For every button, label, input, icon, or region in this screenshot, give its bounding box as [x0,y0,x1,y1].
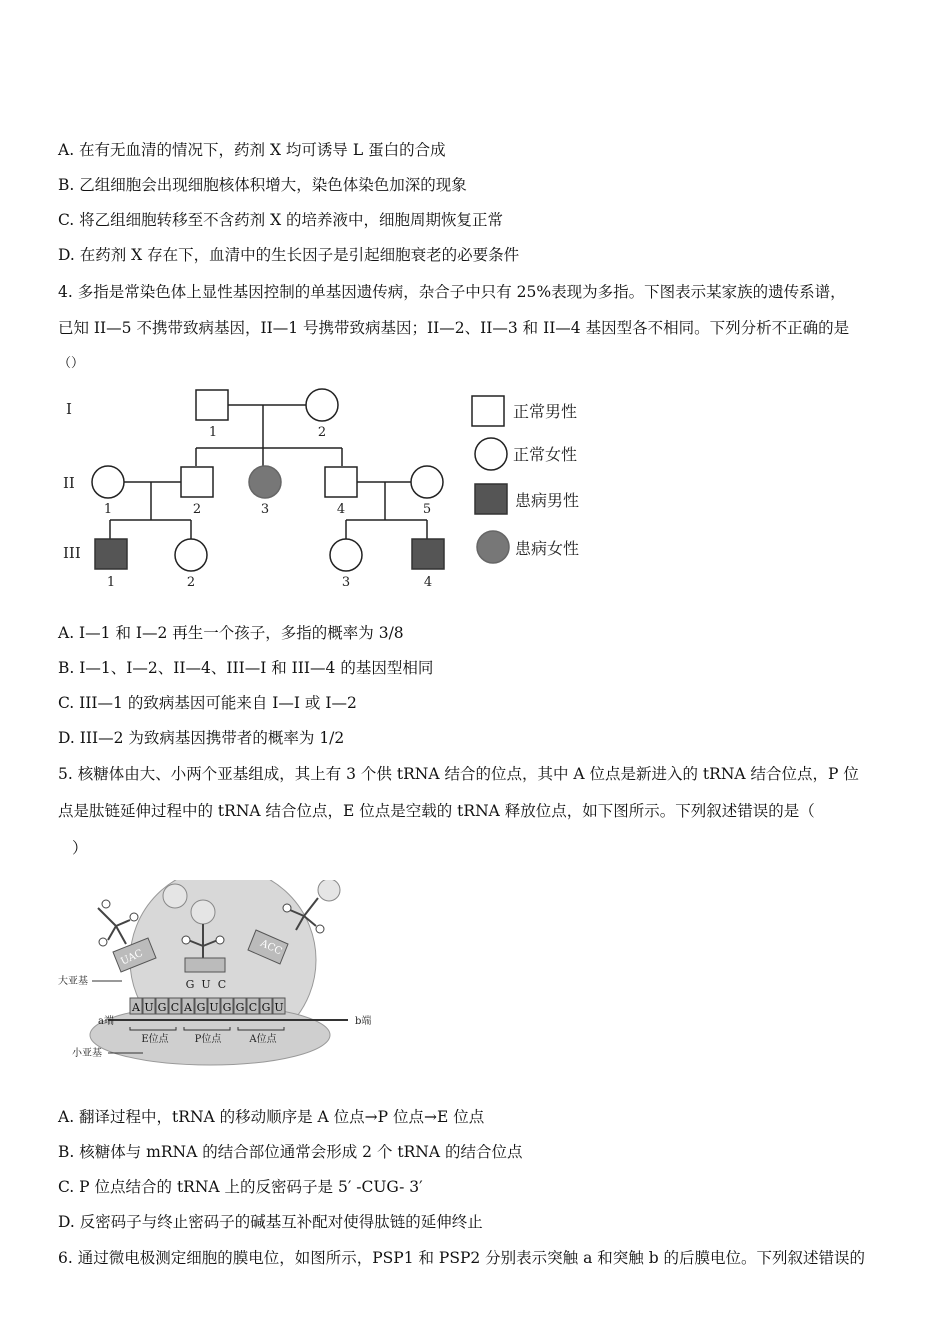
legend-affected-female-label: 患病女性 [515,539,580,558]
mrna-base-letter: G [222,1001,232,1014]
q5-stem-line1: 5. 核糖体由大、小两个亚基组成，其上有 3 个供 tRNA 结合的位点，其中 A 位点是新进入的 tRNA 结合位点，P 位 [58,765,859,783]
pedigree-num-II4: 4 [336,502,346,517]
pedigree-gen-label-III: III [63,544,81,562]
pedigree-II4-normal-male [325,467,357,497]
pedigree-num-I1: 1 [208,425,218,440]
pedigree-num-III2: 2 [186,575,196,590]
q3-option-b: B. 乙组细胞会出现细胞核体积增大，染色体染色加深的现象 [58,176,467,194]
mrna-base-letter: G [261,1001,271,1014]
site-E-label: E位点 [141,1034,169,1045]
q3-option-c: C. 将乙组细胞转移至不含药剂 X 的培养液中，细胞周期恢复正常 [58,211,504,229]
q4-option-d: D. III—2 为致病基因携带者的概率为 1/2 [58,729,345,747]
q5-stem-line3: ） [72,839,88,857]
mrna-base-letter: U [209,1001,219,1014]
ribosome-diagram [58,880,388,1075]
pedigree-I1-normal-male [196,390,228,420]
site-A-label: A位点 [249,1034,277,1045]
q3-option-d: D. 在药剂 X 存在下，血清中的生长因子是引起细胞衰老的必要条件 [58,246,520,264]
mrna-base-letter: U [144,1001,154,1014]
pedigree-num-III3: 3 [341,575,351,590]
q5-stem-line2: 点是肽链延伸过程中的 tRNA 结合位点，E 位点是空载的 tRNA 释放位点，如下图所示。下列叙述错误的是（ [58,802,815,820]
q5-option-a: A. 翻译过程中，tRNA 的移动顺序是 A 位点→P 位点→E 位点 [58,1108,485,1126]
q4-option-a: A. I—1 和 I—2 再生一个孩子，多指的概率为 3/8 [58,624,404,642]
pedigree-gen-label-I: I [66,400,72,418]
legend-normal-male-label: 正常男性 [513,402,578,421]
q4-option-b: B. I—1、I—2、II—4、III—I 和 III—4 的基因型相同 [58,659,434,677]
pedigree-II5-normal-female [411,466,443,498]
pedigree-I2-normal-female [306,389,338,421]
anticodon-mid-1: G [185,978,195,991]
mrna-base-letter: G [157,1001,167,1014]
site-P-label: P位点 [194,1034,222,1045]
legend-normal-male-symbol [472,396,504,426]
small-subunit-label: 小亚基 [72,1048,102,1059]
q5-option-d: D. 反密码子与终止密码子的碱基互补配对使得肽链的延伸终止 [58,1213,483,1231]
mrna-base-letter: C [248,1001,258,1014]
amino-acid-3 [318,880,340,901]
pedigree-III3-normal-female [330,539,362,571]
anticodon-right: ACC [258,937,284,958]
mrna-base-letter: G [235,1001,245,1014]
mrna-base-letter: G [196,1001,206,1014]
q4-stem-line1: 4. 多指是常染色体上显性基因控制的单基因遗传病，杂合子中只有 25%表现为多指。下图表示某家族的遗传系谱， [58,283,846,301]
pedigree-num-II5: 5 [422,502,432,517]
pedigree-num-II1: 1 [103,502,113,517]
mrna-base-letter: U [274,1001,284,1014]
mrna-bases [130,998,285,1014]
q4-answer-paren: （） [58,356,85,371]
pedigree-chart [58,378,598,593]
pedigree-III4-affected-male [412,539,444,569]
q4-stem-line2: 已知 II—5 不携带致病基因，II—1 号携带致病基因；II—2、II—3 和 II—4 基因型各不相同。下列分析不正确的是 [58,319,850,337]
q4-option-c: C. III—1 的致病基因可能来自 I—I 或 I—2 [58,694,357,712]
mrna-base-letter: A [132,1001,140,1014]
pedigree-II3-affected-female [249,466,281,498]
q3-option-a: A. 在有无血清的情况下，药剂 X 均可诱导 L 蛋白的合成 [58,141,446,159]
anticodon-mid-3: C [217,978,227,991]
legend-affected-female-symbol [477,531,509,563]
pedigree-II1-normal-female [92,466,124,498]
a-end-label: a端 [98,1016,114,1027]
large-subunit-label: 大亚基 [58,976,88,987]
legend-affected-male-label: 患病男性 [515,491,580,510]
amino-acid-2 [191,900,215,924]
pedigree-num-II2: 2 [192,502,202,517]
legend-normal-female-label: 正常女性 [513,445,578,464]
anticodon-mid-2: U [201,978,211,991]
q6-stem-line1: 6. 通过微电极测定细胞的膜电位，如图所示，PSP1 和 PSP2 分别表示突触 a 和突触 b 的后膜电位。下列叙述错误的 [58,1249,866,1267]
pedigree-num-III1: 1 [106,575,116,590]
legend-affected-male-symbol [475,484,507,514]
pedigree-II2-normal-male [181,467,213,497]
mrna-base-letter: A [184,1001,192,1014]
pedigree-gen-label-II: II [63,474,75,492]
pedigree-num-II3: 3 [260,502,270,517]
legend-normal-female-symbol [475,438,507,470]
mrna-base-letter: C [170,1001,180,1014]
pedigree-num-III4: 4 [423,575,433,590]
q5-option-b: B. 核糖体与 mRNA 的结合部位通常会形成 2 个 tRNA 的结合位点 [58,1143,523,1161]
q5-option-c: C. P 位点结合的 tRNA 上的反密码子是 5′ -CUG- 3′ [58,1178,423,1196]
anticodon-left: UAC [119,947,145,968]
amino-acid-1 [163,884,187,908]
pedigree-III2-normal-female [175,539,207,571]
pedigree-num-I2: 2 [317,425,327,440]
b-end-label: b端 [355,1016,372,1027]
pedigree-III1-affected-male [95,539,127,569]
